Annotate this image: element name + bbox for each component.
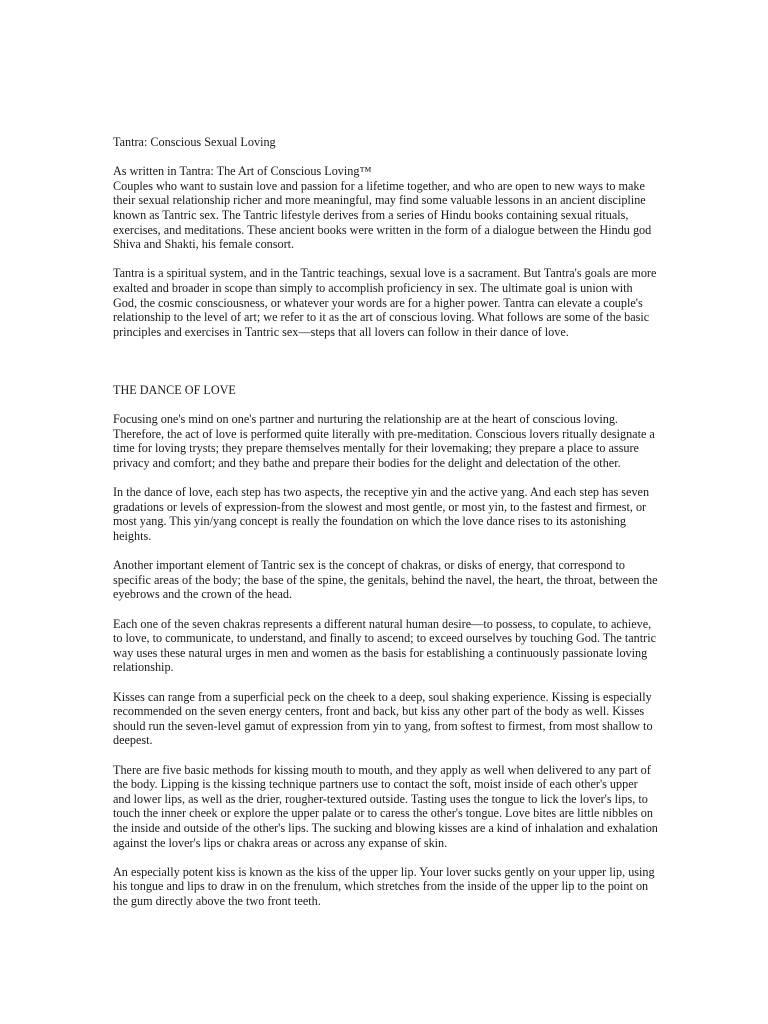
document-page: [113, 135, 658, 923]
intro-paragraph: Couples who want to sustain love and passion for a lifetime together, and who are open to new ways to make their sexual relationship richer and more meaningful, may find some valuable lessons in an ancient discipline known as Tantric sex. The Tantric lifestyle derives from a series of Hindu books containing sexual rituals, exercises, and meditations. These ancient books were written in the form of a dialogue between the Hindu god Shiva and Shakti, his female consort.: [113, 178, 652, 252]
paragraph-kissing-methods: There are five basic methods for kissing mouth to mouth, and they apply as well when delivered to any part of the body. Lipping is the kissing technique partners use to contact the soft, moist inside of each other's upper and lower lips, as well as the drier, rougher-textured outside. Tasting uses the tongue to lick the lover's lips, to touch the inner cheek or explore the upper palate or to caress the other's tongue. Love bites are little nibbles on the inside and outside of the other's lips. The sucking and blowing kisses are a kind of inhalation and exhalation against the lover's lips or chakra areas or across any expanse of skin.: [113, 762, 658, 850]
paragraph-seven-chakras: Each one of the seven chakras represents a different natural human desire—to possess, to copulate, to achieve, to love, to communicate, to understand, and finally to ascend; to exceed ourselves by touching God. The tantric way uses these natural urges in men and women as the basis for establishing a continuously passionate loving relationship.: [113, 616, 656, 675]
paragraph-chakras: Another important element of Tantric sex is the concept of chakras, or disks of energy, that correspond to specific areas of the body; the base of the spine, the genitals, behind the navel, the heart, the throat, between the eyebrows and the crown of the head.: [113, 558, 658, 602]
paragraph-dance-steps: In the dance of love, each step has two aspects, the receptive yin and the active yang. And each step has seven gradations or levels of expression-from the slowest and most gentle, or most yin, to the fastest and firmest, or most yang. This yin/yang concept is really the foundation on which the love dance rises to its astonishing heights.: [113, 485, 650, 544]
source-line: As written in Tantra: The Art of Conscious Loving™: [113, 164, 372, 179]
paragraph-upper-lip-kiss: An especially potent kiss is known as the kiss of the upper lip. Your lover sucks gently on your upper lip, using his tongue and lips to draw in on the frenulum, which stretches from the inside of the upper lip to the point on the gum directly above the two front teeth.: [113, 864, 655, 908]
paragraph-kisses: Kisses can range from a superficial peck on the cheek to a deep, soul shaking experience. Kissing is especially recommended on the seven energy centers, front and back, but kiss any other part of the body as well. Kisses should run the seven-level gamut of expression from yin to yang, from softest to firmest, from most shallow to deepest.: [113, 689, 653, 748]
section-heading: THE DANCE OF LOVE: [113, 383, 236, 398]
paragraph-tantra-system: Tantra is a spiritual system, and in the Tantric teachings, sexual love is a sacrament. But Tantra's goals are more exalted and broader in scope than simply to accomplish proficiency in sex. The ultimate goal is union with God, the cosmic consciousness, or whatever your words are for a higher power. Tantra can elevate a couple's relationship to the level of art; we refer to it as the art of conscious loving. What follows are some of the basic principles and exercises in Tantric sex—steps that all lovers can follow in their dance of love.: [113, 266, 657, 339]
document-title: Tantra: Conscious Sexual Loving: [113, 135, 276, 149]
paragraph-focusing: Focusing one's mind on one's partner and nurturing the relationship are at the heart of conscious loving. Therefore, the act of love is performed quite literally with pre-meditation. Conscious lovers ritually designate a time for loving trysts; they prepare themselves mentally for their lovemaking; they prepare a place to assure privacy and comfort; and they bathe and prepare their bodies for the delight and delectation of the other.: [113, 412, 655, 471]
